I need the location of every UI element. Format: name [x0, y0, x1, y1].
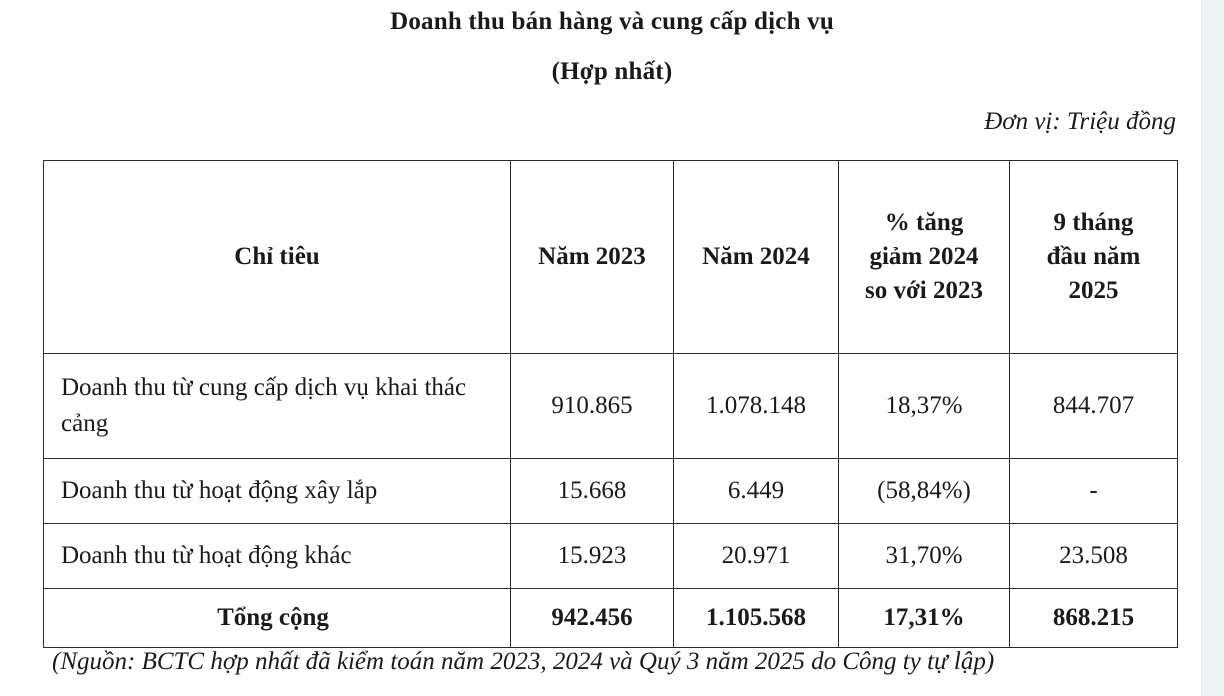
- cell-9m-2025: 844.707: [1010, 354, 1178, 459]
- total-2024: 1.105.568: [674, 589, 839, 648]
- row-label: Doanh thu từ cung cấp dịch vụ khai thác cảng: [44, 354, 511, 459]
- cell-2023: 15.668: [511, 459, 674, 524]
- cell-change: 18,37%: [839, 354, 1010, 459]
- total-label: Tổng cộng: [44, 589, 511, 648]
- table-total-row: [44, 589, 1178, 648]
- cell-2024: 6.449: [674, 459, 839, 524]
- row-label: Doanh thu từ hoạt động xây lắp: [44, 459, 511, 524]
- table-header-row: [44, 161, 1178, 354]
- total-9m-2025: 868.215: [1010, 589, 1178, 648]
- document-subtitle: (Hợp nhất): [551, 58, 673, 85]
- cell-9m-2025: -: [1010, 459, 1178, 524]
- document-title: Doanh thu bán hàng và cung cấp dịch vụ: [390, 8, 834, 35]
- total-2023: 942.456: [511, 589, 674, 648]
- cell-2023: 15.923: [511, 524, 674, 589]
- cell-2024: 20.971: [674, 524, 839, 589]
- header-chi-tieu: Chỉ tiêu: [44, 161, 511, 354]
- header-nam-2024: Năm 2024: [674, 161, 839, 354]
- total-change: 17,31%: [839, 589, 1010, 648]
- header-9-thang-2025: 9 tháng đầu năm 2025: [1010, 161, 1178, 354]
- page-right-margin: [1201, 0, 1224, 696]
- revenue-table: [43, 160, 1178, 648]
- unit-note: Đơn vị: Triệu đồng: [984, 108, 1176, 135]
- table-row: [44, 354, 1178, 459]
- cell-change: (58,84%): [839, 459, 1010, 524]
- cell-9m-2025: 23.508: [1010, 524, 1178, 589]
- row-label: Doanh thu từ hoạt động khác: [44, 524, 511, 589]
- cell-2023: 910.865: [511, 354, 674, 459]
- table-row: [44, 459, 1178, 524]
- cell-2024: 1.078.148: [674, 354, 839, 459]
- source-note: (Nguồn: BCTC hợp nhất đã kiểm toán năm 2023, 2024 và Quý 3 năm 2025 do Công ty tự lập): [52, 648, 995, 675]
- header-percent-change: % tăng giảm 2024 so với 2023: [839, 161, 1010, 354]
- table-row: [44, 524, 1178, 589]
- cell-change: 31,70%: [839, 524, 1010, 589]
- header-nam-2023: Năm 2023: [511, 161, 674, 354]
